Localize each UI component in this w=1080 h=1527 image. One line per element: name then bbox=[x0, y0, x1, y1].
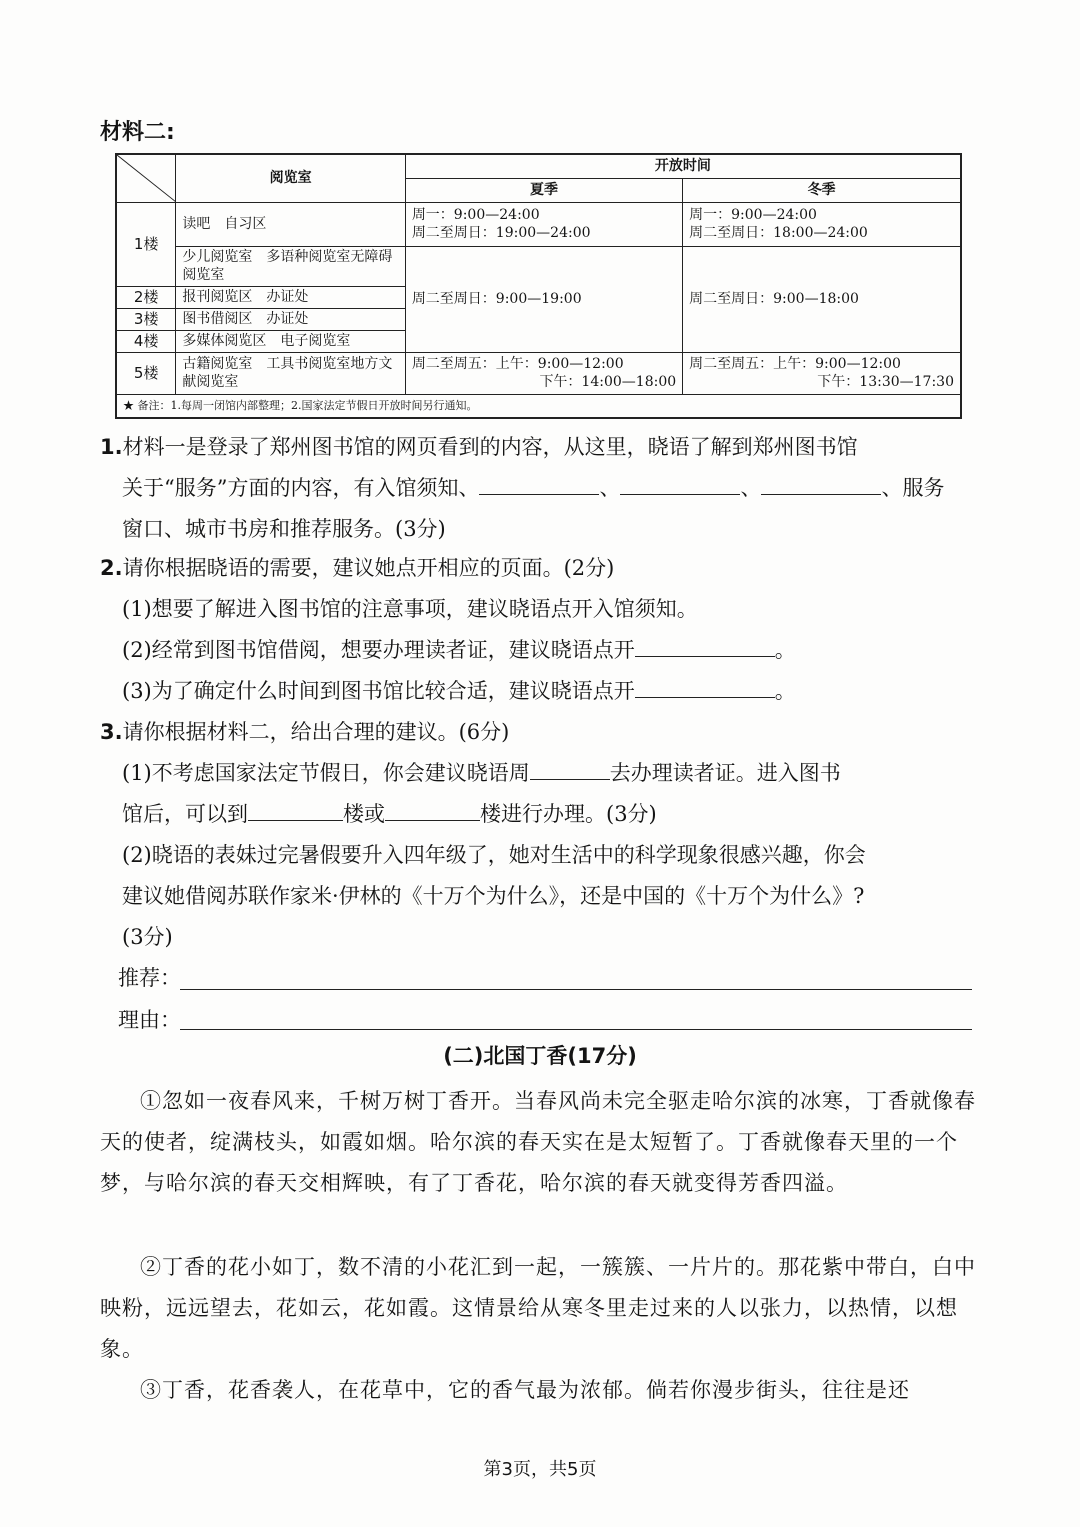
q1-line1 bbox=[100, 427, 980, 468]
q1-blank-3[interactable] bbox=[761, 468, 881, 495]
q3-item-1-line2 bbox=[100, 794, 980, 835]
material-two-title: 材料二: bbox=[100, 120, 175, 145]
q2-item-3-period: 。 bbox=[774, 679, 796, 703]
summer-floor5 bbox=[405, 352, 682, 394]
room-floor1-a: 读吧 自习区 bbox=[176, 202, 405, 246]
room-floor3: 图书借阅区 办证处 bbox=[176, 308, 405, 330]
table-diagonal-corner bbox=[116, 154, 176, 202]
q1-text-l2b: 、服务 bbox=[881, 476, 945, 500]
floor-5: 5楼 bbox=[116, 352, 176, 394]
room-floor2: 报刊阅览区 办证处 bbox=[176, 286, 405, 308]
floor-2: 2楼 bbox=[116, 286, 176, 308]
q3-item-2-line1: (2)晓语的表妹过完暑假要升入四年级了，她对生活中的科学现象很感兴趣，你会 bbox=[122, 843, 866, 867]
q2-stem-text: 请你根据晓语的需要，建议她点开相应的页面。(2分) bbox=[122, 556, 615, 580]
summer-weekday-hours: 周二至周日：9:00—19:00 bbox=[405, 246, 682, 352]
q2-item-3 bbox=[100, 671, 980, 712]
reason-label: 理由： bbox=[118, 1008, 181, 1032]
q3-item-1-line1 bbox=[100, 753, 980, 794]
summer-floor5-line1: 周二至周五：上午：9:00—12:00 bbox=[411, 356, 624, 372]
q2-item-3-text: (3)为了确定什么时间到图书馆比较合适，建议晓语点开 bbox=[122, 679, 635, 703]
q3-item-1b: 去办理读者证。进入图书 bbox=[609, 761, 841, 785]
summer-floor1-a-line2: 周二至周日：19:00—24:00 bbox=[411, 225, 591, 241]
section-two-title: (二)北国丁香(17分) bbox=[443, 1044, 637, 1068]
q2-blank-2[interactable] bbox=[635, 671, 775, 698]
recommend-answer-line[interactable] bbox=[180, 989, 972, 990]
q2-blank-1[interactable] bbox=[635, 630, 775, 657]
q3-item-1e: 楼进行办理。(3分) bbox=[480, 802, 657, 826]
floor-1: 1楼 bbox=[116, 202, 176, 286]
opening-hours-table bbox=[115, 153, 962, 419]
q1-sep-1: 、 bbox=[599, 476, 621, 500]
header-reading-room: 阅览室 bbox=[176, 154, 405, 202]
q2-number: 2. bbox=[100, 556, 123, 580]
summer-floor1-a bbox=[405, 202, 682, 246]
q1-line2 bbox=[100, 468, 980, 509]
q2-item-2-text: (2)经常到图书馆借阅，想要办理读者证，建议晓语点开 bbox=[122, 638, 635, 662]
room-floor4: 多媒体阅览区 电子阅览室 bbox=[176, 330, 405, 352]
floor-4: 4楼 bbox=[116, 330, 176, 352]
paragraph-1: ①忽如一夜春风来，千树万树丁香开。当春风尚未完全驱走哈尔滨的冰寒，丁香就像春天的使者，绽满枝头，如霞如烟。哈尔滨的春天实在是太短暂了。丁香就像春天里的一个梦，与哈尔滨的春天交相辉映，有了丁香花，哈尔滨的春天就变得芳香四溢。 bbox=[100, 1089, 976, 1195]
q2-stem bbox=[100, 548, 980, 589]
q1-blank-1[interactable] bbox=[479, 468, 599, 495]
header-open-time: 开放时间 bbox=[405, 154, 961, 178]
q3-stem bbox=[100, 712, 980, 753]
winter-floor5 bbox=[683, 352, 961, 394]
winter-floor5-line1: 周二至周五：上午：9:00—12:00 bbox=[689, 356, 901, 372]
question-1 bbox=[100, 427, 980, 550]
question-2 bbox=[100, 548, 980, 712]
q3-item-2-line2: 建议她借阅苏联作家米·伊林的《十万个为什么》，还是中国的《十万个为什么》? bbox=[122, 884, 865, 908]
q1-blank-2[interactable] bbox=[620, 468, 740, 495]
room-floor5: 古籍阅览室 工具书阅览室地方文献阅览室 bbox=[176, 352, 405, 394]
q1-number: 1. bbox=[100, 435, 123, 459]
winter-weekday-hours: 周二至周日：9:00—18:00 bbox=[683, 246, 961, 352]
winter-floor1-a bbox=[683, 202, 961, 246]
winter-floor5-line2: 下午：13:30—17:30 bbox=[817, 374, 954, 390]
winter-floor1-a-line1: 周一：9:00—24:00 bbox=[689, 207, 817, 223]
q2-item-1: (1)想要了解进入图书馆的注意事项，建议晓语点开入馆须知。 bbox=[122, 597, 698, 621]
paragraph-3: ③丁香，花香袭人，在花草中，它的香气最为浓郁。倘若你漫步街头，往往是还 bbox=[140, 1378, 910, 1402]
reason-answer-line[interactable] bbox=[180, 1029, 972, 1030]
q3-item-1c: 馆后，可以到 bbox=[122, 802, 248, 826]
q2-item-2 bbox=[100, 630, 980, 671]
q3-blank-floor-a[interactable] bbox=[248, 794, 343, 821]
winter-floor1-a-line2: 周二至周日：18:00—24:00 bbox=[689, 225, 868, 241]
recommend-label: 推荐： bbox=[118, 966, 181, 990]
summer-floor1-a-line1: 周一：9:00—24:00 bbox=[411, 207, 540, 223]
q1-sep-2: 、 bbox=[740, 476, 762, 500]
floor-3: 3楼 bbox=[116, 308, 176, 330]
paragraph-2: ②丁香的花小如丁，数不清的小花汇到一起，一簇簇、一片片的。那花紫中带白，白中映粉，远远望去，花如云，花如霞。这情景给从寒冬里走过来的人以张力，以热情，以想象。 bbox=[100, 1255, 976, 1361]
q3-number: 3. bbox=[100, 720, 123, 744]
summer-floor5-line2: 下午：14:00—18:00 bbox=[539, 374, 677, 390]
q3-item-1d: 楼或 bbox=[343, 802, 385, 826]
q1-text-l1: 材料一是登录了郑州图书馆的网页看到的内容，从这里，晓语了解到郑州图书馆 bbox=[122, 435, 858, 459]
q3-stem-text: 请你根据材料二，给出合理的建议。(6分) bbox=[122, 720, 510, 744]
header-winter: 冬季 bbox=[683, 178, 961, 202]
q3-blank-weekday[interactable] bbox=[530, 753, 610, 780]
q2-item-2-period: 。 bbox=[774, 638, 796, 662]
q3-item-2-line3: (3分) bbox=[122, 925, 173, 949]
q1-text-l2a: 关于“服务”方面的内容，有入馆须知、 bbox=[122, 476, 480, 500]
q1-line3: 窗口、城市书房和推荐服务。(3分) bbox=[122, 517, 446, 541]
q3-blank-floor-b[interactable] bbox=[385, 794, 480, 821]
q3-item-1a: (1)不考虑国家法定节假日，你会建议晓语周 bbox=[122, 761, 530, 785]
table-note: ★ 备注：1.每周一闭馆内部整理；2.国家法定节假日开放时间另行通知。 bbox=[116, 394, 961, 418]
page-footer: 第3页，共5页 bbox=[483, 1459, 597, 1480]
question-3 bbox=[100, 712, 980, 958]
header-summer: 夏季 bbox=[405, 178, 682, 202]
room-floor1-b: 少儿阅览室 多语种阅览室无障碍阅览室 bbox=[176, 246, 405, 286]
